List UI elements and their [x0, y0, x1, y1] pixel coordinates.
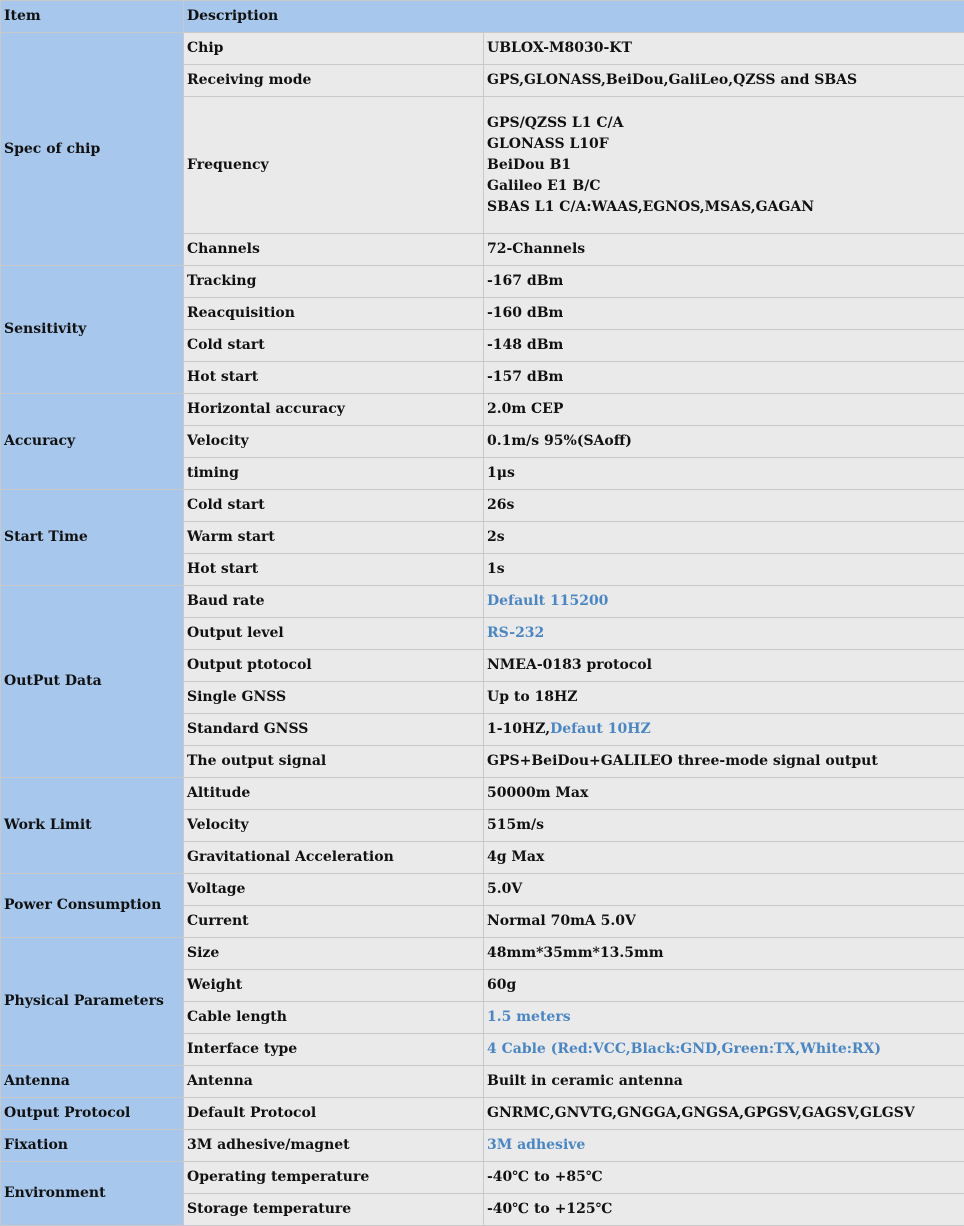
table-row [1, 266, 964, 298]
frequency-line: GPS/QZSS L1 C/A [487, 113, 964, 134]
param-label: Voltage [184, 874, 484, 906]
param-value-highlight: 4 Cable (Red:VCC,Black:GND,Green:TX,White:RX) [484, 1034, 964, 1066]
param-value: -167 dBm [484, 266, 964, 298]
param-value: -40℃ to +85℃ [484, 1162, 964, 1194]
param-value: 4g Max [484, 842, 964, 874]
param-label: Hot start [184, 554, 484, 586]
header-description: Description [184, 1, 964, 33]
param-value: 26s [484, 490, 964, 522]
param-value: 515m/s [484, 810, 964, 842]
param-label: Standard GNSS [184, 714, 484, 746]
table-row [1, 394, 964, 426]
param-label: Single GNSS [184, 682, 484, 714]
param-label: Weight [184, 970, 484, 1002]
group-start-time: Start Time [1, 490, 184, 586]
param-label: Receiving mode [184, 65, 484, 97]
param-label: Horizontal accuracy [184, 394, 484, 426]
param-value: -160 dBm [484, 298, 964, 330]
param-value: Normal 70mA 5.0V [484, 906, 964, 938]
group-work-limit: Work Limit [1, 778, 184, 874]
group-environment: Environment [1, 1162, 184, 1226]
frequency-line: Galileo E1 B/C [487, 176, 964, 197]
param-value-highlight: Default 115200 [484, 586, 964, 618]
table-row [1, 1098, 964, 1130]
param-value: GNRMC,GNVTG,GNGGA,GNGSA,GPGSV,GAGSV,GLGSV [484, 1098, 964, 1130]
param-value-highlight: RS-232 [484, 618, 964, 650]
group-accuracy: Accuracy [1, 394, 184, 490]
param-label: Current [184, 906, 484, 938]
param-label: Chip [184, 33, 484, 65]
param-label: Cold start [184, 490, 484, 522]
param-label: Cold start [184, 330, 484, 362]
param-value: -40℃ to +125℃ [484, 1194, 964, 1226]
param-label: Hot start [184, 362, 484, 394]
param-label: Cable length [184, 1002, 484, 1034]
param-label: Operating temperature [184, 1162, 484, 1194]
value-prefix: 1-10HZ, [487, 721, 550, 737]
table-row [1, 33, 964, 65]
param-label: Velocity [184, 426, 484, 458]
table-row [1, 778, 964, 810]
param-label: Output ptotocol [184, 650, 484, 682]
frequency-line: GLONASS L10F [487, 134, 964, 155]
param-label: Channels [184, 234, 484, 266]
param-value-highlight: 3M adhesive [484, 1130, 964, 1162]
param-value: Up to 18HZ [484, 682, 964, 714]
param-value: 48mm*35mm*13.5mm [484, 938, 964, 970]
param-label: Tracking [184, 266, 484, 298]
param-value: 72-Channels [484, 234, 964, 266]
param-label: Baud rate [184, 586, 484, 618]
param-value: -148 dBm [484, 330, 964, 362]
param-label: Size [184, 938, 484, 970]
group-output-data: OutPut Data [1, 586, 184, 778]
param-label: Frequency [184, 97, 484, 234]
param-value: 1μs [484, 458, 964, 490]
param-value: NMEA-0183 protocol [484, 650, 964, 682]
param-label: 3M adhesive/magnet [184, 1130, 484, 1162]
param-value: 2.0m CEP [484, 394, 964, 426]
param-label: Interface type [184, 1034, 484, 1066]
frequency-value [484, 97, 964, 234]
table-row [1, 1162, 964, 1194]
frequency-line: BeiDou B1 [487, 155, 964, 176]
value-highlight: Defaut 10HZ [550, 721, 651, 737]
param-label: Default Protocol [184, 1098, 484, 1130]
group-sensitivity: Sensitivity [1, 266, 184, 394]
param-value: UBLOX-M8030-KT [484, 33, 964, 65]
group-spec-of-chip: Spec of chip [1, 33, 184, 266]
param-value: GPS+BeiDou+GALILEO three-mode signal output [484, 746, 964, 778]
param-value: 5.0V [484, 874, 964, 906]
param-value: 2s [484, 522, 964, 554]
param-label: timing [184, 458, 484, 490]
param-value: 1s [484, 554, 964, 586]
table-row [1, 874, 964, 906]
param-label: The output signal [184, 746, 484, 778]
param-value: Built in ceramic antenna [484, 1066, 964, 1098]
table-row [1, 1066, 964, 1098]
param-value: GPS,GLONASS,BeiDou,GaliLeo,QZSS and SBAS [484, 65, 964, 97]
param-label: Altitude [184, 778, 484, 810]
header-item: Item [1, 1, 184, 33]
param-label: Warm start [184, 522, 484, 554]
group-output-protocol: Output Protocol [1, 1098, 184, 1130]
table-header-row [1, 1, 964, 33]
param-value: 0.1m/s 95%(SAoff) [484, 426, 964, 458]
table-row [1, 1130, 964, 1162]
group-antenna: Antenna [1, 1066, 184, 1098]
param-value: 60g [484, 970, 964, 1002]
param-label: Storage temperature [184, 1194, 484, 1226]
group-power-consumption: Power Consumption [1, 874, 184, 938]
param-value-highlight: 1.5 meters [484, 1002, 964, 1034]
table-row [1, 938, 964, 970]
param-value: -157 dBm [484, 362, 964, 394]
group-physical-parameters: Physical Parameters [1, 938, 184, 1066]
param-label: Reacquisition [184, 298, 484, 330]
group-fixation: Fixation [1, 1130, 184, 1162]
param-label: Gravitational Acceleration [184, 842, 484, 874]
param-label: Output level [184, 618, 484, 650]
table-row [1, 490, 964, 522]
param-value: 50000m Max [484, 778, 964, 810]
param-label: Antenna [184, 1066, 484, 1098]
param-label: Velocity [184, 810, 484, 842]
param-value [484, 714, 964, 746]
table-row [1, 586, 964, 618]
frequency-line: SBAS L1 C/A:WAAS,EGNOS,MSAS,GAGAN [487, 197, 964, 218]
